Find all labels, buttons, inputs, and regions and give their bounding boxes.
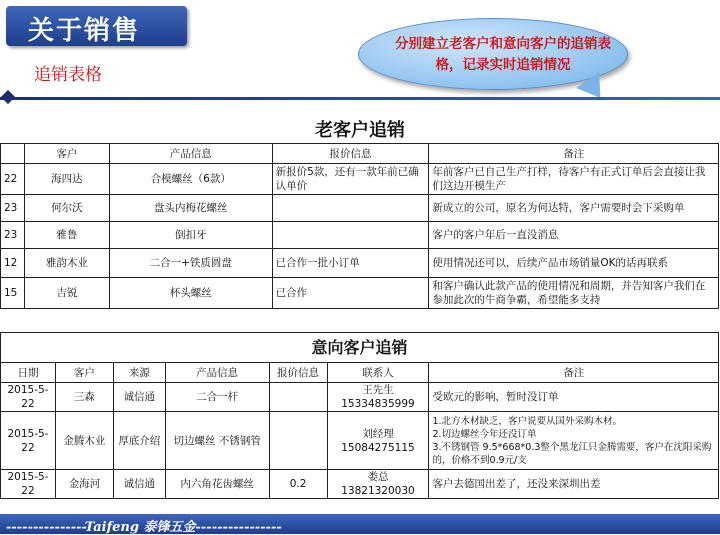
note-cell: 和客户确认此款产品的使用情况和周期，并告知客户我们在参加此次的牛商争霸，希望能多支持 (429, 278, 719, 309)
slide-title: 关于销售 (28, 16, 141, 46)
intent-customers-table (0, 332, 719, 499)
customer-cell: 三森 (55, 383, 113, 412)
header-cell: 来源 (113, 363, 165, 383)
header-cell: 联系人 (327, 363, 429, 383)
old-customers-table (0, 143, 719, 309)
product-cell: 倒扣牙 (109, 222, 272, 249)
header-cell: 日期 (1, 363, 56, 383)
customer-cell: 雅鲁 (24, 222, 109, 249)
table-title-row (1, 333, 719, 363)
date-cell: 2015-5-22 (1, 412, 56, 470)
customer-cell: 金腾木业 (55, 412, 113, 470)
note-cell: 1.北方木材缺乏，客户说要从国外采购木材。 2.切边螺丝今年还没订单 3.不锈钢管 9.5*668*0.3整个黑龙江只金腾需要，客户在沈阳采购的，价格不到0.9元/支 (429, 412, 719, 470)
note-cell: 新成立的公司，原名为何达特，客户需要时会下采购单 (429, 195, 719, 222)
quote-cell (272, 222, 429, 249)
divider-diamond-icon (1, 90, 15, 104)
note-cell: 受欧元的影响，暂时没订单 (429, 383, 719, 412)
table-row (1, 222, 719, 249)
quote-cell (272, 195, 429, 222)
product-cell: 切边螺丝 不锈钢管 (165, 412, 269, 470)
product-cell: 二合一杆 (165, 383, 269, 412)
product-cell: 二合一+铁质圆盘 (109, 249, 272, 278)
header-cell-num (1, 144, 25, 164)
header-cell: 产品信息 (165, 363, 269, 383)
source-cell: 诚信通 (113, 383, 165, 412)
date-cell: 2015-5-22 (1, 383, 56, 412)
note-cell: 客户去德国出差了，还没来深圳出差 (429, 470, 719, 499)
header-cell: 报价信息 (272, 144, 429, 164)
customer-cell: 海四达 (24, 164, 109, 195)
row-number: 23 (1, 222, 25, 249)
row-number: 12 (1, 249, 25, 278)
callout-text: 分别建立老客户和意向客户的追销表格，记录实时追销情况 (395, 36, 611, 73)
old-customers-title: 老客户追销 (315, 120, 405, 141)
table-row (1, 195, 719, 222)
row-number: 23 (1, 195, 25, 222)
header-cell: 备注 (429, 144, 719, 164)
header-cell: 备注 (429, 363, 719, 383)
note-cell: 使用情况还可以，后续产品市场销量OK的话再联系 (429, 249, 719, 278)
contact-cell: 娄总 13821320030 (327, 470, 429, 499)
quote-cell: 已合作 (272, 278, 429, 309)
header-cell: 客户 (55, 363, 113, 383)
customer-cell: 金海河 (55, 470, 113, 499)
customer-cell: 何尔沃 (24, 195, 109, 222)
footer-brand: ---------------Taifeng 泰锋五金---------------- (6, 520, 282, 535)
source-cell: 厚底介绍 (113, 412, 165, 470)
product-cell: 内六角花齿螺丝 (165, 470, 269, 499)
header-cell: 报价信息 (269, 363, 327, 383)
row-number: 22 (1, 164, 25, 195)
quote-cell: 新报价5款，还有一款年前已确认单价 (272, 164, 429, 195)
table-row (1, 278, 719, 309)
footer-bar (0, 514, 720, 534)
quote-cell (269, 383, 327, 412)
date-cell: 2015-5-22 (1, 470, 56, 499)
header-cell: 产品信息 (109, 144, 272, 164)
note-cell: 年前客户已自己生产打样，待客户有正式订单后会直接让我们这边开模生产 (429, 164, 719, 195)
product-cell: 合模螺丝（6款） (109, 164, 272, 195)
header-divider (0, 97, 720, 100)
product-cell: 杯头螺丝 (109, 278, 272, 309)
slide-title-box (6, 6, 187, 46)
table-row (1, 412, 719, 470)
header-cell: 客户 (24, 144, 109, 164)
table-row (1, 164, 719, 195)
contact-cell: 王先生 15334835999 (327, 383, 429, 412)
table-row (1, 470, 719, 499)
quote-cell (269, 412, 327, 470)
source-cell: 诚信通 (113, 470, 165, 499)
quote-cell: 已合作一批小订单 (272, 249, 429, 278)
intent-customers-title: 意向客户追销 (1, 333, 719, 363)
row-number: 15 (1, 278, 25, 309)
table-row (1, 383, 719, 412)
slide-subtitle: 追销表格 (34, 65, 102, 85)
product-cell: 盘头内梅花螺丝 (109, 195, 272, 222)
note-cell: 客户的客户年后一直没消息 (429, 222, 719, 249)
table-header-row (1, 144, 719, 164)
customer-cell: 雅韵木业 (24, 249, 109, 278)
quote-cell: 0.2 (269, 470, 327, 499)
table-header-row (1, 363, 719, 383)
contact-cell: 刘经理15084275115 (327, 412, 429, 470)
table-row (1, 249, 719, 278)
customer-cell: 吉锐 (24, 278, 109, 309)
